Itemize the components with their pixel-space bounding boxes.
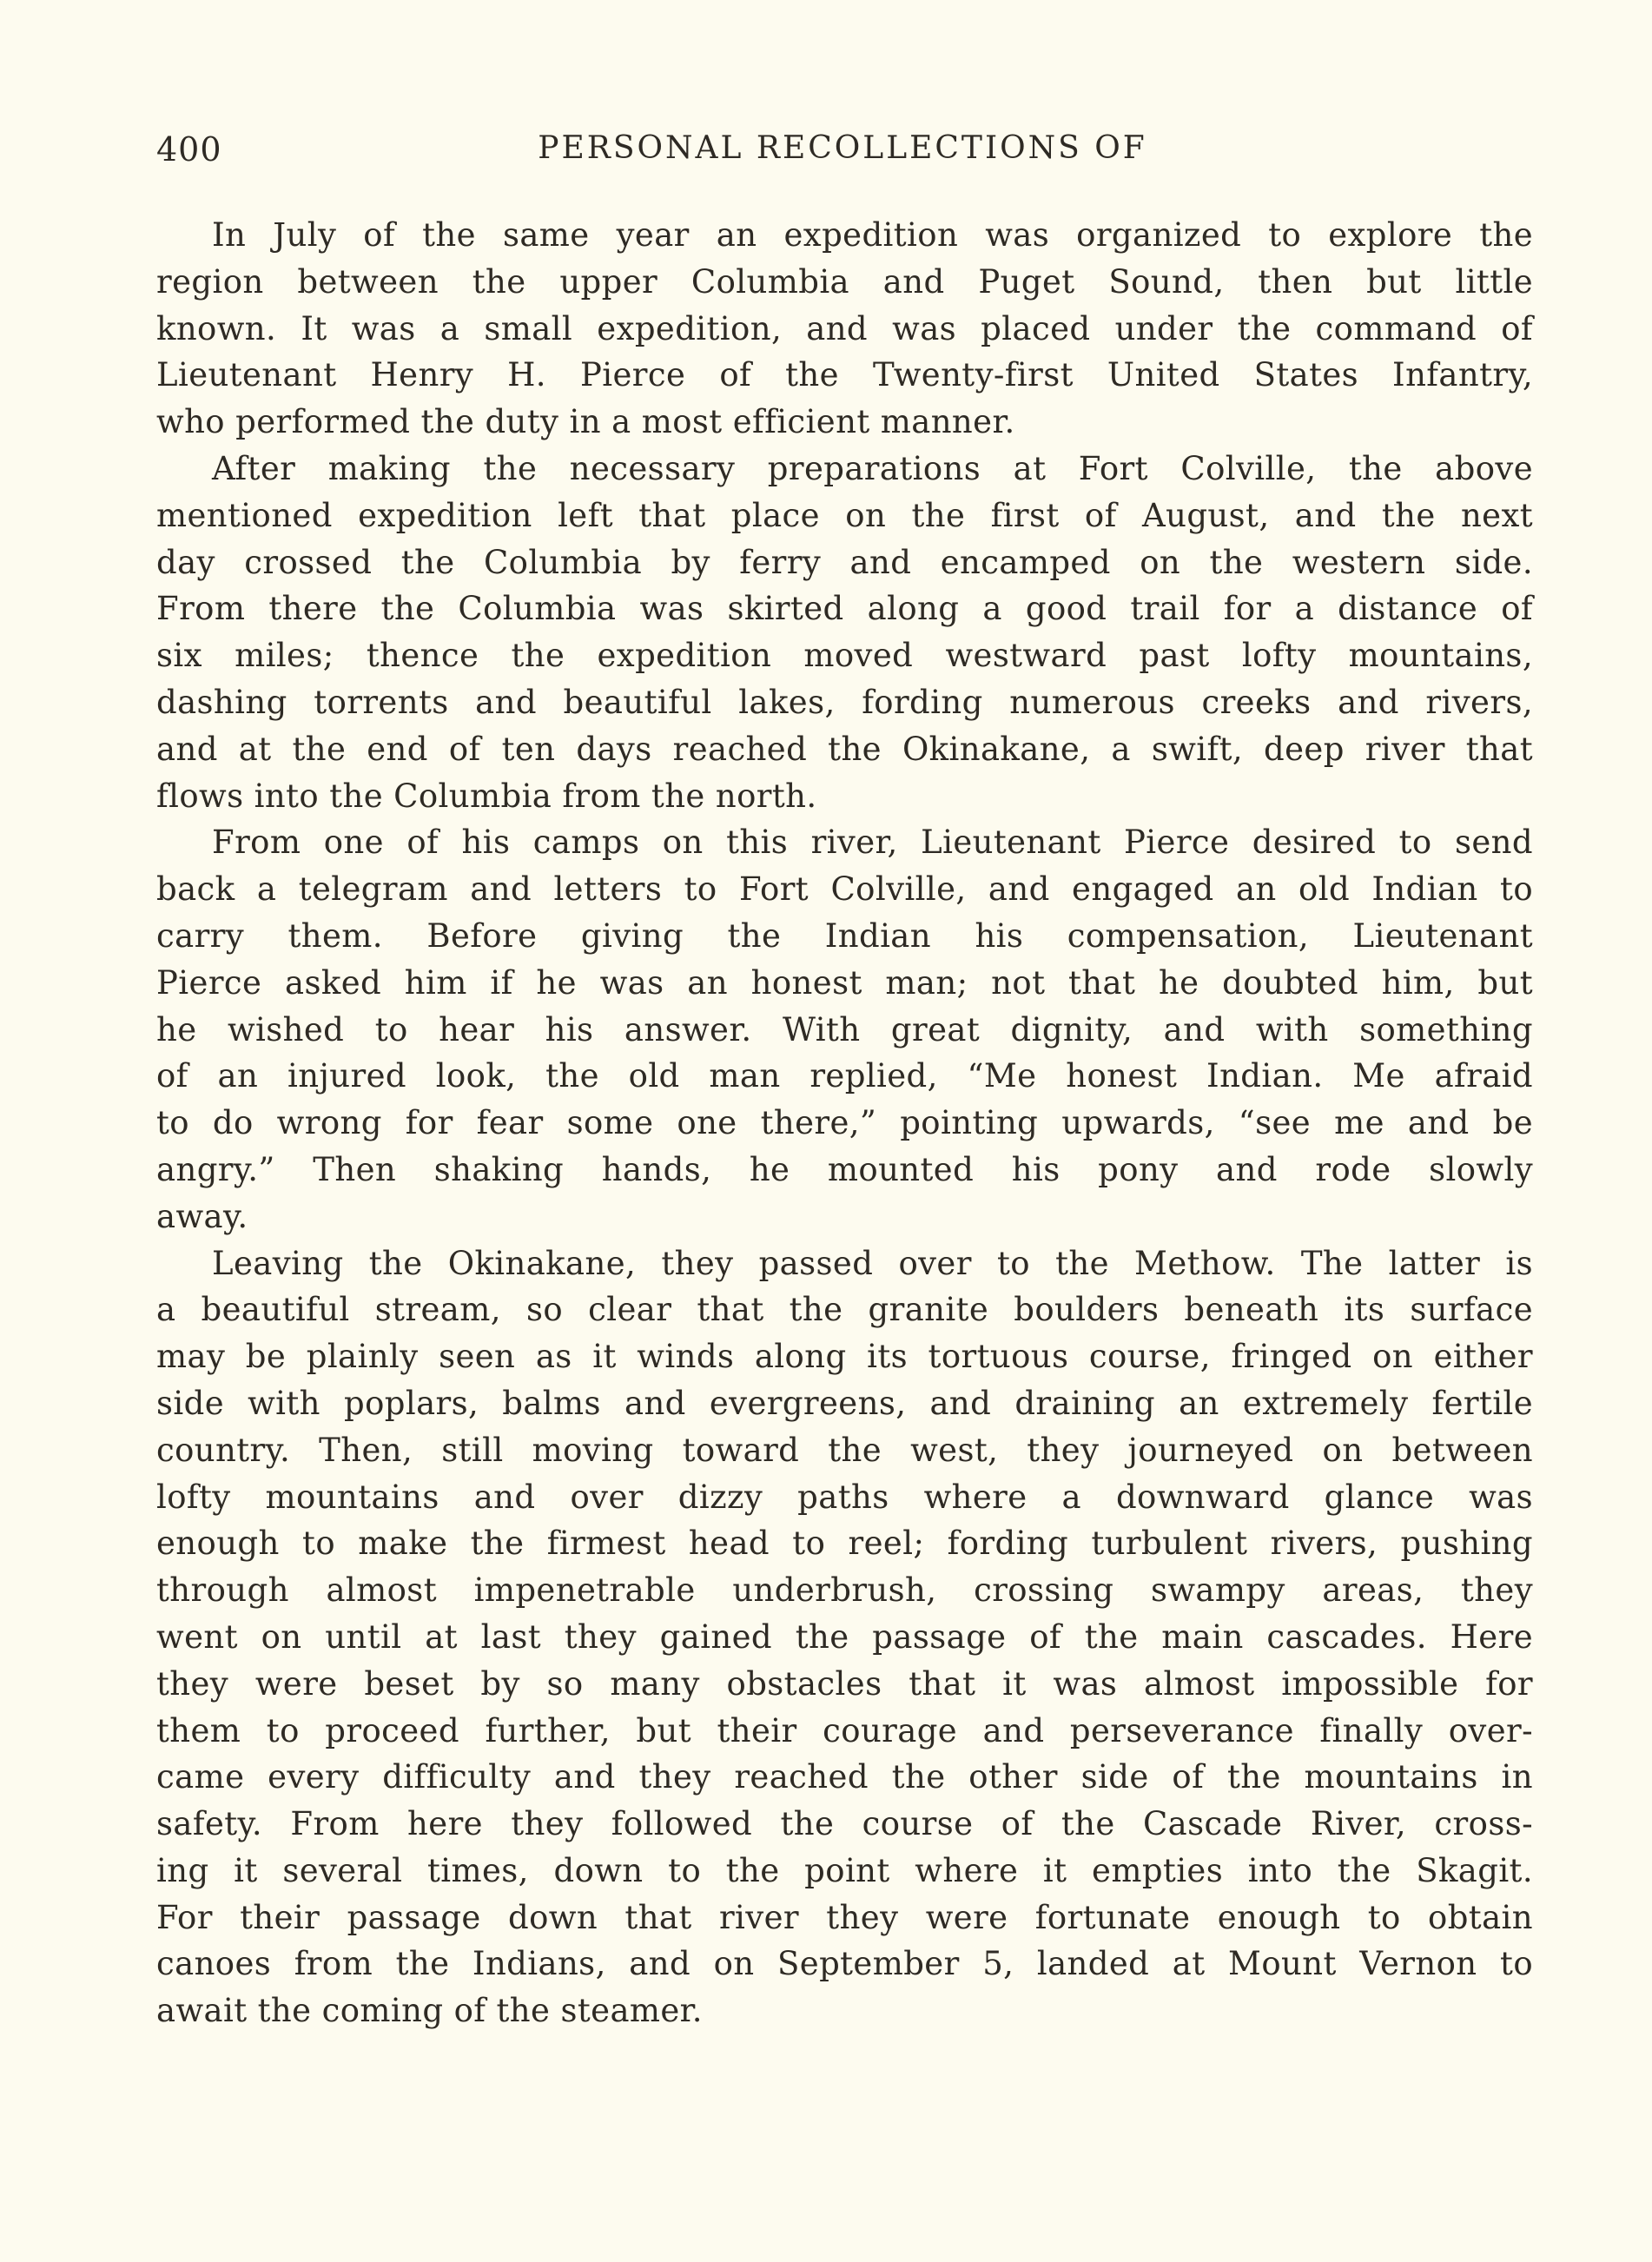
text-line: back a telegram and letters to Fort Colville, and engaged an old Indian to [156, 870, 1533, 909]
text-line: through almost impenetrable underbrush, crossing swampy areas, they [156, 1571, 1533, 1610]
text-line: Pierce asked him if he was an honest man; not that he doubted him, but [156, 963, 1533, 1002]
text-line: and at the end of ten days reached the Okinakane, a swift, deep river that [156, 730, 1533, 768]
text-line: From one of his camps on this river, Lieutenant Pierce desired to send [212, 823, 1533, 862]
text-line: away. [156, 1197, 248, 1235]
text-line: carry them. Before giving the Indian his compensation, Lieutenant [156, 916, 1533, 955]
text-line: region between the upper Columbia and Puget Sound, then but little [156, 262, 1533, 301]
text-line: From there the Columbia was skirted along a good trail for a distance of [156, 590, 1533, 628]
text-line: dashing torrents and beautiful lakes, fording numerous creeks and rivers, [156, 683, 1533, 721]
text-line: mentioned expedition left that place on the first of August, and the next [156, 496, 1533, 534]
paragraph [156, 1240, 1533, 2035]
body-text [156, 212, 1533, 2034]
text-line: Leaving the Okinakane, they passed over to the Methow. The latter is [212, 1244, 1533, 1282]
text-line: angry.” Then shaking hands, he mounted his pony and rode slowly [156, 1150, 1533, 1188]
text-line: day crossed the Columbia by ferry and encamped on the western side. [156, 543, 1533, 581]
text-line: them to proceed further, but their courage and perseverance finally over- [156, 1711, 1533, 1749]
text-line: country. Then, still moving toward the west, they journeyed on between [156, 1431, 1533, 1469]
text-line: lofty mountains and over dizzy paths where a downward glance was [156, 1478, 1533, 1516]
text-line: In July of the same year an expedition was organized to explore the [212, 216, 1533, 254]
text-line: canoes from the Indians, and on September 5, landed at Mount Vernon to [156, 1945, 1533, 1983]
paragraph [156, 212, 1533, 446]
text-line: who performed the duty in a most efficient manner. [156, 403, 1015, 441]
text-line: of an injured look, the old man replied, “Me honest Indian. Me afraid [156, 1057, 1533, 1095]
text-line: await the coming of the steamer. [156, 1992, 703, 2030]
text-line: came every difficulty and they reached the other side of the mountains in [156, 1758, 1533, 1796]
page-header [156, 130, 1529, 182]
paragraph [156, 819, 1533, 1240]
page-number: 400 [156, 130, 222, 169]
text-line: Lieutenant Henry H. Pierce of the Twenty-first United States Infantry, [156, 356, 1533, 394]
running-head: PERSONAL RECOLLECTIONS OF [538, 130, 1147, 166]
text-line: ing it several times, down to the point where it empties into the Skagit. [156, 1851, 1533, 1889]
text-line: safety. From here they followed the course of the Cascade River, cross- [156, 1805, 1533, 1843]
text-line: went on until at last they gained the passage of the main cascades. Here [156, 1617, 1533, 1656]
text-line: may be plainly seen as it winds along its tortuous course, fringed on either [156, 1338, 1533, 1376]
paragraph [156, 446, 1533, 819]
text-line: enough to make the firmest head to reel; fording turbulent rivers, pushing [156, 1525, 1533, 1563]
text-line: For their passage down that river they were fortunate enough to obtain [156, 1898, 1533, 1936]
text-line: to do wrong for fear some one there,” pointing upwards, “see me and be [156, 1104, 1533, 1142]
text-line: they were beset by so many obstacles that it was almost impossible for [156, 1664, 1533, 1703]
text-line: flows into the Columbia from the north. [156, 777, 817, 815]
text-line: known. It was a small expedition, and was placed under the command of [156, 309, 1533, 347]
text-line: side with poplars, balms and evergreens, and draining an extremely fertile [156, 1384, 1533, 1422]
text-line: he wished to hear his answer. With great dignity, and with something [156, 1010, 1533, 1048]
text-line: six miles; thence the expedition moved westward past lofty mountains, [156, 637, 1533, 675]
text-line: a beautiful stream, so clear that the granite boulders beneath its surface [156, 1291, 1533, 1329]
text-line: After making the necessary preparations at Fort Colville, the above [212, 449, 1533, 487]
